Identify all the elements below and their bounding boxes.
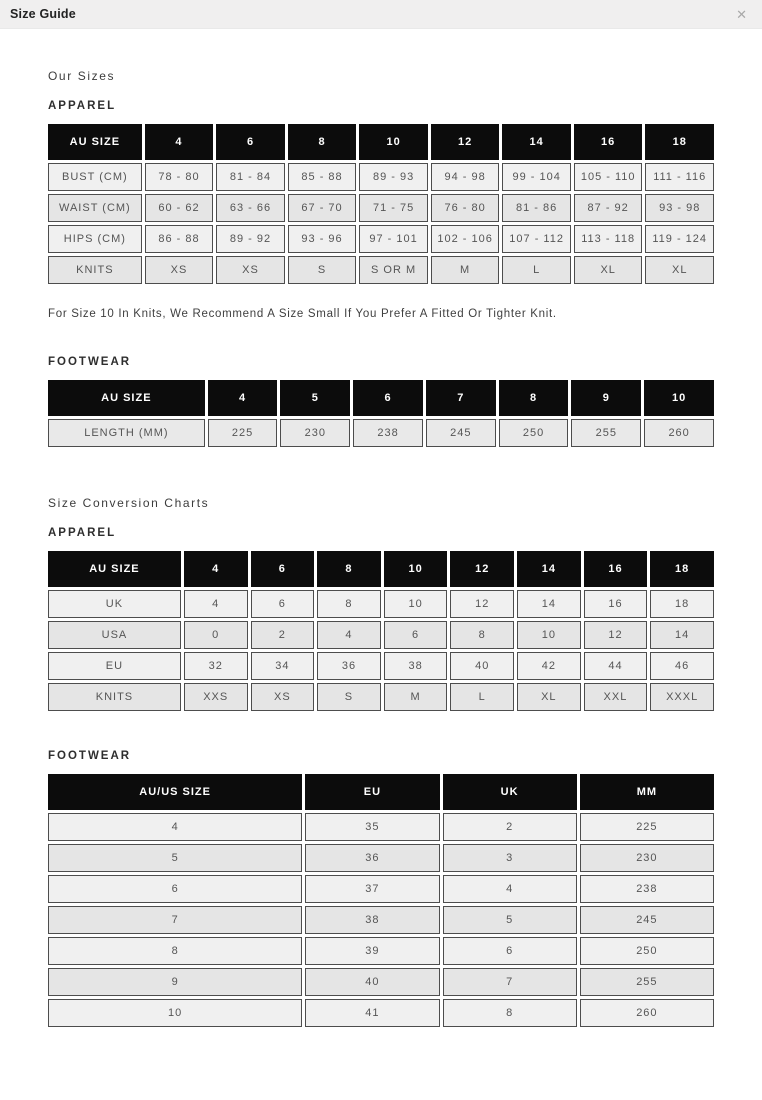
data-cell: XS [251,683,315,711]
data-cell: 119 - 124 [645,225,714,253]
data-cell: 225 [580,813,714,841]
column-header: 12 [450,551,514,587]
column-header: 10 [384,551,448,587]
data-cell: 102 - 106 [431,225,500,253]
data-cell: 36 [317,652,381,680]
data-cell: 93 - 96 [288,225,357,253]
data-cell: 250 [580,937,714,965]
data-cell: 8 [450,621,514,649]
data-cell: 40 [305,968,439,996]
table-row [48,652,714,680]
data-cell: 238 [580,875,714,903]
data-cell: 255 [571,419,641,447]
data-cell: 38 [305,906,439,934]
apparel-sizes-table [45,121,717,287]
data-cell: S OR M [359,256,428,284]
data-cell: 42 [517,652,581,680]
data-cell: 18 [650,590,714,618]
data-cell: XS [145,256,214,284]
row-label-cell: USA [48,621,181,649]
data-cell: 99 - 104 [502,163,571,191]
data-cell: 2 [443,813,577,841]
label-footwear-conversion: FOOTWEAR [48,750,132,762]
header-row [48,551,714,587]
row-label-cell: 4 [48,813,302,841]
column-header: MM [580,774,714,810]
data-cell: 63 - 66 [216,194,285,222]
data-cell: 60 - 62 [145,194,214,222]
data-cell: 238 [353,419,423,447]
column-header: 6 [216,124,285,160]
row-label-cell: LENGTH (MM) [48,419,205,447]
column-header: 18 [645,124,714,160]
data-cell: 245 [426,419,496,447]
column-header: EU [305,774,439,810]
row-label-cell: 10 [48,999,302,1027]
column-header: 8 [288,124,357,160]
column-header: 6 [251,551,315,587]
data-cell: 89 - 92 [216,225,285,253]
data-cell: 2 [251,621,315,649]
data-cell: 245 [580,906,714,934]
data-cell: 86 - 88 [145,225,214,253]
data-cell: 4 [317,621,381,649]
data-cell: 35 [305,813,439,841]
data-cell: 81 - 84 [216,163,285,191]
data-cell: S [288,256,357,284]
data-cell: 39 [305,937,439,965]
dialog-titlebar [0,0,762,29]
data-cell: 111 - 116 [645,163,714,191]
data-cell: 34 [251,652,315,680]
data-cell: 4 [443,875,577,903]
data-cell: 225 [208,419,278,447]
column-header: 16 [574,124,643,160]
data-cell: 260 [580,999,714,1027]
table-row [48,194,714,222]
table-row [48,419,714,447]
column-header: 9 [571,380,641,416]
data-cell: XL [574,256,643,284]
column-header: 7 [426,380,496,416]
table-row [48,683,714,711]
data-cell: 46 [650,652,714,680]
table-row [48,163,714,191]
data-cell: 5 [443,906,577,934]
column-header: AU SIZE [48,124,142,160]
data-cell: 4 [184,590,248,618]
table-row [48,256,714,284]
row-label-cell: UK [48,590,181,618]
data-cell: 37 [305,875,439,903]
data-cell: 67 - 70 [288,194,357,222]
data-cell: 7 [443,968,577,996]
data-cell: 41 [305,999,439,1027]
label-footwear-sizes: FOOTWEAR [48,356,132,368]
data-cell: 10 [384,590,448,618]
column-header: 10 [359,124,428,160]
table-row [48,999,714,1027]
column-header: 4 [208,380,278,416]
data-cell: 10 [517,621,581,649]
data-cell: 8 [443,999,577,1027]
column-header: 6 [353,380,423,416]
data-cell: 260 [644,419,714,447]
column-header: 14 [517,551,581,587]
data-cell: 12 [450,590,514,618]
data-cell: 3 [443,844,577,872]
row-label-cell: EU [48,652,181,680]
data-cell: XXS [184,683,248,711]
data-cell: 105 - 110 [574,163,643,191]
data-cell: 0 [184,621,248,649]
column-header: 12 [431,124,500,160]
data-cell: 32 [184,652,248,680]
data-cell: 6 [384,621,448,649]
data-cell: 6 [443,937,577,965]
data-cell: 8 [317,590,381,618]
data-cell: 250 [499,419,569,447]
row-label-cell: HIPS (CM) [48,225,142,253]
apparel-conversion-table [45,548,717,714]
column-header: 16 [584,551,648,587]
data-cell: 87 - 92 [574,194,643,222]
data-cell: 107 - 112 [502,225,571,253]
row-label-cell: 8 [48,937,302,965]
row-label-cell: KNITS [48,256,142,284]
data-cell: 89 - 93 [359,163,428,191]
column-header: 18 [650,551,714,587]
data-cell: M [431,256,500,284]
footwear-conversion-table [45,771,717,1030]
data-cell: 14 [517,590,581,618]
data-cell: 44 [584,652,648,680]
data-cell: 71 - 75 [359,194,428,222]
row-label-cell: 5 [48,844,302,872]
column-header: AU SIZE [48,551,181,587]
close-icon[interactable]: ✕ [736,6,747,22]
dialog-title: Size Guide [10,7,76,21]
data-cell: 40 [450,652,514,680]
data-cell: 36 [305,844,439,872]
size-guide-content [0,69,762,1070]
column-header: AU/US SIZE [48,774,302,810]
column-header: 8 [499,380,569,416]
data-cell: 230 [280,419,350,447]
data-cell: 113 - 118 [574,225,643,253]
table-row [48,813,714,841]
data-cell: 6 [251,590,315,618]
data-cell: 93 - 98 [645,194,714,222]
label-apparel-sizes: APPAREL [48,100,117,112]
data-cell: XL [645,256,714,284]
column-header: 8 [317,551,381,587]
column-header: 5 [280,380,350,416]
data-cell: 14 [650,621,714,649]
data-cell: 97 - 101 [359,225,428,253]
column-header: 10 [644,380,714,416]
section-title-our-sizes: Our Sizes [48,69,116,83]
column-header: AU SIZE [48,380,205,416]
header-row [48,380,714,416]
data-cell: XS [216,256,285,284]
data-cell: 76 - 80 [431,194,500,222]
table-row [48,844,714,872]
column-header: 4 [184,551,248,587]
knits-note: For Size 10 In Knits, We Recommend A Size Small If You Prefer A Fitted Or Tighter Knit. [48,308,557,320]
data-cell: XL [517,683,581,711]
table-row [48,968,714,996]
header-row [48,774,714,810]
column-header: 14 [502,124,571,160]
data-cell: 12 [584,621,648,649]
row-label-cell: 7 [48,906,302,934]
row-label-cell: 9 [48,968,302,996]
row-label-cell: BUST (CM) [48,163,142,191]
header-row [48,124,714,160]
column-header: UK [443,774,577,810]
data-cell: 38 [384,652,448,680]
data-cell: L [502,256,571,284]
label-apparel-conversion: APPAREL [48,527,117,539]
data-cell: XXXL [650,683,714,711]
data-cell: 78 - 80 [145,163,214,191]
row-label-cell: WAIST (CM) [48,194,142,222]
column-header: 4 [145,124,214,160]
data-cell: 230 [580,844,714,872]
section-title-conversion: Size Conversion Charts [48,496,210,510]
table-row [48,590,714,618]
table-row [48,937,714,965]
data-cell: 255 [580,968,714,996]
data-cell: 16 [584,590,648,618]
row-label-cell: 6 [48,875,302,903]
data-cell: L [450,683,514,711]
table-row [48,875,714,903]
data-cell: XXL [584,683,648,711]
table-row [48,225,714,253]
data-cell: M [384,683,448,711]
data-cell: S [317,683,381,711]
row-label-cell: KNITS [48,683,181,711]
data-cell: 94 - 98 [431,163,500,191]
table-row [48,621,714,649]
footwear-sizes-table [45,377,717,450]
table-row [48,906,714,934]
data-cell: 85 - 88 [288,163,357,191]
data-cell: 81 - 86 [502,194,571,222]
